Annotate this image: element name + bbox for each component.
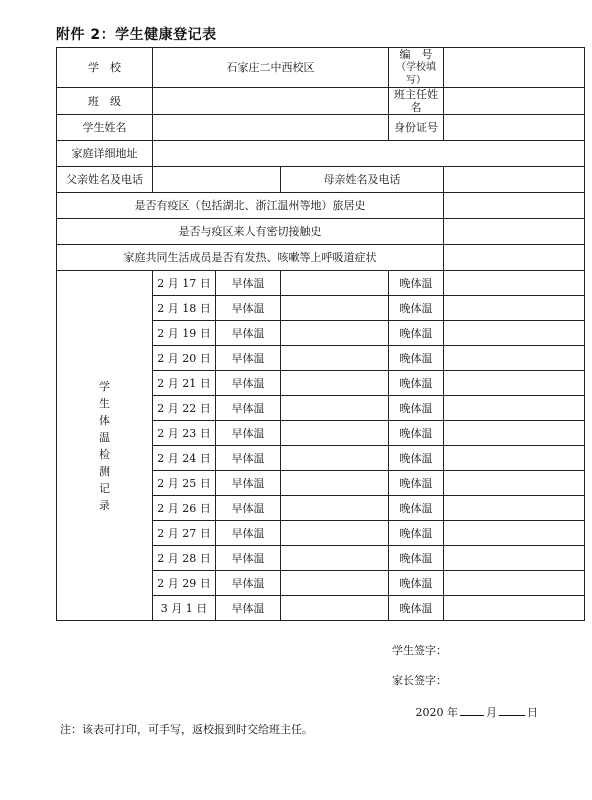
evening-temp-value[interactable] [444, 546, 585, 571]
morning-temp-label: 早体温 [216, 271, 281, 296]
temperature-row [57, 271, 585, 296]
id-number-value[interactable] [444, 115, 585, 141]
evening-temp-value[interactable] [444, 596, 585, 621]
morning-temp-value[interactable] [281, 596, 389, 621]
code-value[interactable] [444, 48, 585, 88]
temperature-date: 2 月 19 日 [153, 321, 216, 346]
row-student [57, 115, 585, 141]
address-label: 家庭详细地址 [57, 141, 153, 167]
evening-temp-value[interactable] [444, 496, 585, 521]
evening-temp-value[interactable] [444, 471, 585, 496]
school-label: 学 校 [57, 48, 153, 88]
temperature-date: 2 月 27 日 [153, 521, 216, 546]
question-travel-answer[interactable] [444, 193, 585, 219]
temperature-date: 3 月 1 日 [153, 596, 216, 621]
temperature-date: 2 月 20 日 [153, 346, 216, 371]
temperature-date: 2 月 18 日 [153, 296, 216, 321]
morning-temp-label: 早体温 [216, 496, 281, 521]
document-title: 附件 2：学生健康登记表 [56, 27, 217, 43]
evening-temp-label: 晚体温 [389, 596, 444, 621]
evening-temp-value[interactable] [444, 321, 585, 346]
evening-temp-label: 晚体温 [389, 271, 444, 296]
evening-temp-value[interactable] [444, 371, 585, 396]
evening-temp-label: 晚体温 [389, 321, 444, 346]
date-day: 日 [527, 706, 538, 719]
temperature-date: 2 月 24 日 [153, 446, 216, 471]
evening-temp-value[interactable] [444, 396, 585, 421]
evening-temp-value[interactable] [444, 271, 585, 296]
morning-temp-value[interactable] [281, 446, 389, 471]
temperature-section-label [57, 271, 153, 621]
question-contact-answer[interactable] [444, 219, 585, 245]
evening-temp-label: 晚体温 [389, 396, 444, 421]
row-question-travel [57, 193, 585, 219]
school-value[interactable]: 石家庄二中西校区 [153, 48, 389, 88]
morning-temp-value[interactable] [281, 396, 389, 421]
morning-temp-label: 早体温 [216, 546, 281, 571]
evening-temp-label: 晚体温 [389, 296, 444, 321]
evening-temp-label: 晚体温 [389, 346, 444, 371]
morning-temp-value[interactable] [281, 321, 389, 346]
evening-temp-label: 晚体温 [389, 571, 444, 596]
evening-temp-value[interactable] [444, 571, 585, 596]
health-registration-table [56, 47, 585, 621]
teacher-value[interactable] [444, 88, 585, 115]
footnote: 注：该表可打印，可手写，返校报到时交给班主任。 [60, 723, 313, 736]
morning-temp-value[interactable] [281, 571, 389, 596]
father-value[interactable] [153, 167, 281, 193]
morning-temp-value[interactable] [281, 496, 389, 521]
question-travel-label: 是否有疫区（包括湖北、浙江温州等地）旅居史 [57, 193, 444, 219]
morning-temp-label: 早体温 [216, 346, 281, 371]
date-year: 2020 年 [415, 706, 458, 719]
morning-temp-value[interactable] [281, 546, 389, 571]
morning-temp-label: 早体温 [216, 571, 281, 596]
morning-temp-label: 早体温 [216, 371, 281, 396]
morning-temp-label: 早体温 [216, 296, 281, 321]
code-label-main: 编 号 [399, 48, 433, 61]
parent-signature-label: 家长签字： [392, 674, 447, 687]
id-number-label: 身份证号 [389, 115, 444, 141]
question-symptoms-label: 家庭共同生活成员是否有发热、咳嗽等上呼吸道症状 [57, 245, 444, 271]
morning-temp-label: 早体温 [216, 396, 281, 421]
row-question-symptoms [57, 245, 585, 271]
evening-temp-label: 晚体温 [389, 546, 444, 571]
class-value[interactable] [153, 88, 389, 115]
temperature-date: 2 月 21 日 [153, 371, 216, 396]
temperature-date: 2 月 28 日 [153, 546, 216, 571]
date-line [416, 704, 539, 720]
month-blank[interactable] [460, 705, 484, 716]
evening-temp-value[interactable] [444, 421, 585, 446]
temperature-date: 2 月 29 日 [153, 571, 216, 596]
row-question-contact [57, 219, 585, 245]
evening-temp-label: 晚体温 [389, 521, 444, 546]
morning-temp-value[interactable] [281, 421, 389, 446]
evening-temp-value[interactable] [444, 346, 585, 371]
morning-temp-value[interactable] [281, 346, 389, 371]
evening-temp-label: 晚体温 [389, 446, 444, 471]
evening-temp-value[interactable] [444, 521, 585, 546]
teacher-label: 班主任姓名 [389, 88, 444, 115]
row-school [57, 48, 585, 88]
evening-temp-label: 晚体温 [389, 471, 444, 496]
row-address [57, 141, 585, 167]
evening-temp-label: 晚体温 [389, 421, 444, 446]
evening-temp-value[interactable] [444, 296, 585, 321]
temperature-date: 2 月 23 日 [153, 421, 216, 446]
morning-temp-label: 早体温 [216, 421, 281, 446]
evening-temp-label: 晚体温 [389, 496, 444, 521]
class-label: 班 级 [57, 88, 153, 115]
temperature-date: 2 月 25 日 [153, 471, 216, 496]
date-month: 月 [486, 706, 497, 719]
father-label: 父亲姓名及电话 [57, 167, 153, 193]
question-symptoms-answer[interactable] [444, 245, 585, 271]
morning-temp-label: 早体温 [216, 321, 281, 346]
evening-temp-label: 晚体温 [389, 371, 444, 396]
code-label-sub: （学校填写） [396, 62, 437, 86]
row-parents [57, 167, 585, 193]
student-name-value[interactable] [153, 115, 389, 141]
evening-temp-value[interactable] [444, 446, 585, 471]
address-value[interactable] [153, 141, 585, 167]
row-class [57, 88, 585, 115]
temperature-section-text: 学生体温检测记录 [99, 379, 110, 512]
morning-temp-value[interactable] [281, 296, 389, 321]
temperature-date: 2 月 22 日 [153, 396, 216, 421]
morning-temp-label: 早体温 [216, 471, 281, 496]
morning-temp-label: 早体温 [216, 446, 281, 471]
mother-value[interactable] [444, 167, 585, 193]
temperature-date: 2 月 26 日 [153, 496, 216, 521]
code-label [389, 48, 444, 88]
morning-temp-label: 早体温 [216, 596, 281, 621]
mother-label: 母亲姓名及电话 [281, 167, 444, 193]
day-blank[interactable] [499, 705, 525, 716]
student-signature-label: 学生签字： [392, 644, 447, 657]
student-name-label: 学生姓名 [57, 115, 153, 141]
temperature-date: 2 月 17 日 [153, 271, 216, 296]
morning-temp-value[interactable] [281, 521, 389, 546]
question-contact-label: 是否与疫区来人有密切接触史 [57, 219, 444, 245]
morning-temp-value[interactable] [281, 271, 389, 296]
morning-temp-value[interactable] [281, 471, 389, 496]
morning-temp-label: 早体温 [216, 521, 281, 546]
morning-temp-value[interactable] [281, 371, 389, 396]
